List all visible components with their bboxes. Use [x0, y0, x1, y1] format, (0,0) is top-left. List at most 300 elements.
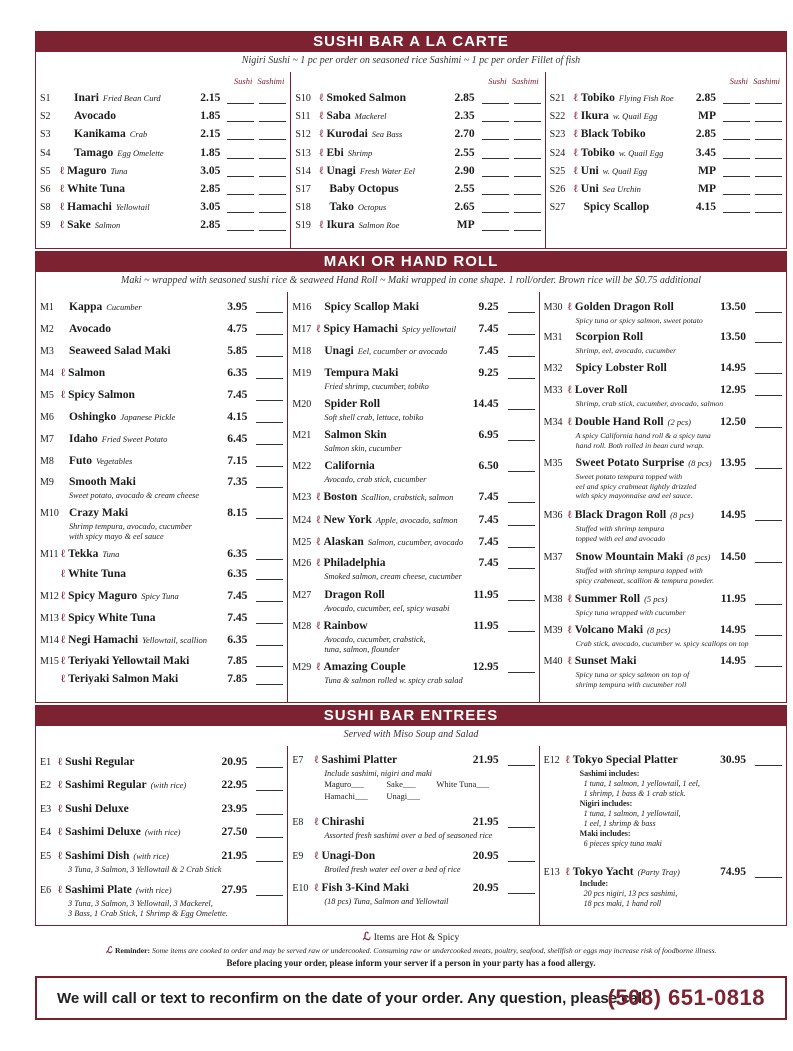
order-blank[interactable]: [755, 149, 782, 159]
item-price: 2.85: [454, 92, 475, 104]
order-blank[interactable]: [256, 435, 283, 445]
menu-item[interactable]: [36, 219, 290, 237]
item-code: M28: [292, 621, 312, 632]
pepper-icon: ℓ: [567, 593, 572, 605]
pepper-icon: ℓ: [58, 779, 63, 791]
order-blank[interactable]: [514, 167, 541, 177]
menu-item[interactable]: [540, 866, 786, 884]
order-blank[interactable]: [482, 94, 509, 104]
order-blank[interactable]: [508, 369, 535, 379]
menu-item[interactable]: [291, 92, 544, 110]
order-blank[interactable]: [259, 167, 286, 177]
pepper-icon: ℓ: [316, 536, 321, 548]
menu-item[interactable]: [36, 301, 287, 319]
item-description: Shrimp, eel, avocado, cucumber: [575, 346, 677, 355]
order-blank[interactable]: [508, 852, 535, 862]
order-blank[interactable]: [256, 886, 283, 896]
item-price: MP: [456, 219, 475, 232]
order-blank[interactable]: [259, 94, 286, 104]
order-blank[interactable]: [514, 112, 541, 122]
item-code: S17: [295, 184, 311, 195]
item-code: E3: [40, 804, 52, 815]
order-blank[interactable]: [256, 509, 283, 519]
menu-item[interactable]: [288, 589, 538, 613]
menu-item[interactable]: [540, 754, 786, 772]
menu-item[interactable]: [36, 826, 287, 844]
order-blank[interactable]: [508, 325, 535, 335]
item-price: 14.95: [720, 362, 746, 374]
a-la-carte-column: [290, 72, 544, 248]
menu-item[interactable]: [288, 514, 538, 532]
menu-item[interactable]: [36, 128, 290, 146]
item-code: S11: [295, 111, 311, 123]
order-blank[interactable]: [259, 221, 286, 231]
item-price: 30.95: [720, 754, 746, 766]
order-blank[interactable]: [482, 130, 509, 140]
item-name: [319, 92, 406, 104]
item-name-text: Tokyo Yacht: [572, 866, 634, 878]
menu-item[interactable]: [36, 411, 287, 429]
item-price: MP: [698, 164, 716, 177]
item-name-text: Avocado: [69, 323, 111, 335]
order-blank[interactable]: [482, 112, 509, 122]
order-blank[interactable]: [227, 167, 254, 177]
maki-columns: [36, 292, 786, 702]
order-blank[interactable]: [259, 185, 286, 195]
item-price: 14.95: [720, 624, 746, 636]
order-blank[interactable]: [256, 805, 283, 815]
item-name: [60, 219, 120, 231]
item-price: 7.15: [227, 455, 248, 467]
order-blank[interactable]: [755, 756, 782, 766]
menu-item[interactable]: [288, 557, 538, 581]
order-blank[interactable]: [256, 457, 283, 467]
menu-item[interactable]: [36, 345, 287, 363]
order-blank[interactable]: [256, 636, 283, 646]
phone-number[interactable]: (508) 651-0818: [607, 985, 765, 1010]
order-blank[interactable]: [723, 94, 750, 104]
order-blank[interactable]: [508, 347, 535, 357]
item-name-text: White Tuna: [67, 183, 125, 195]
item-name: [574, 147, 664, 159]
menu-item[interactable]: [291, 110, 544, 128]
order-blank[interactable]: [256, 550, 283, 560]
menu-item[interactable]: [36, 433, 287, 451]
item-code: E6: [40, 885, 52, 896]
menu-item[interactable]: [546, 147, 786, 165]
item-name: [568, 655, 637, 667]
item-name-text: Tobiko: [580, 92, 615, 104]
order-blank[interactable]: [227, 185, 254, 195]
order-blank[interactable]: [482, 221, 509, 231]
item-description: 3 Tuna, 3 Salmon, 3 Yellowtail & 2 Crab Stick: [68, 865, 222, 874]
platter-choice[interactable]: Sake___: [386, 779, 416, 789]
item-name-text: Summer Roll: [574, 593, 641, 605]
menu-item[interactable]: [36, 634, 287, 652]
platter-choice[interactable]: Maguro___: [324, 779, 364, 789]
call-box: [35, 976, 787, 1020]
item-code: S22: [549, 111, 566, 123]
menu-item[interactable]: [36, 92, 290, 110]
menu-item[interactable]: [288, 491, 538, 509]
item-name: [568, 384, 628, 396]
item-name-text: Sashimi Platter: [321, 754, 398, 766]
menu-item[interactable]: [546, 110, 786, 128]
item-code: M36: [543, 510, 563, 521]
menu-item[interactable]: [540, 593, 786, 617]
item-name-text: Fish 3-Kind Maki: [321, 882, 410, 894]
item-name: [319, 147, 372, 159]
order-blank[interactable]: [755, 130, 782, 140]
order-blank[interactable]: [514, 185, 541, 195]
menu-item[interactable]: [288, 398, 538, 422]
item-name: [69, 507, 128, 519]
item-price: 13.50: [720, 301, 746, 313]
item-name-text: Negi Hamachi: [68, 634, 139, 646]
item-code: S12: [295, 129, 311, 141]
item-price: 11.95: [720, 593, 746, 605]
menu-item[interactable]: [288, 536, 538, 554]
order-blank[interactable]: [256, 413, 283, 423]
platter-choice[interactable]: Unagi___: [386, 791, 420, 801]
menu-item[interactable]: [36, 183, 290, 201]
menu-item[interactable]: [540, 416, 786, 450]
order-blank[interactable]: [256, 391, 283, 401]
order-blank[interactable]: [256, 828, 283, 838]
menu-item[interactable]: [36, 655, 287, 673]
pepper-icon: ℓ: [60, 164, 65, 177]
order-blank[interactable]: [755, 595, 782, 605]
order-blank[interactable]: [508, 493, 535, 503]
menu-item[interactable]: [291, 201, 544, 219]
order-blank[interactable]: [482, 149, 509, 159]
order-blank[interactable]: [755, 459, 782, 469]
menu-item[interactable]: [36, 548, 287, 566]
order-blank[interactable]: [755, 303, 782, 313]
order-blank[interactable]: [508, 431, 535, 441]
item-name-text: Ebi: [326, 146, 344, 159]
item-price: 12.95: [720, 384, 746, 396]
sashimi-col-label: Sashimi: [753, 76, 780, 86]
menu-item[interactable]: [36, 476, 287, 500]
order-blank[interactable]: [256, 592, 283, 602]
item-desc: Sea Urchin: [602, 184, 641, 194]
order-blank[interactable]: [755, 364, 782, 374]
order-blank[interactable]: [256, 657, 283, 667]
order-blank[interactable]: [256, 852, 283, 862]
maki-column: [287, 292, 538, 702]
maki-column: [539, 292, 786, 702]
menu-item[interactable]: [540, 362, 786, 380]
order-blank[interactable]: [755, 167, 782, 177]
order-blank[interactable]: [508, 559, 535, 569]
item-name-text: Alaskan: [323, 536, 364, 548]
platter-choice[interactable]: Hamachi___: [324, 791, 368, 801]
order-blank[interactable]: [508, 591, 535, 601]
menu-item[interactable]: [540, 551, 786, 585]
menu-item[interactable]: [36, 803, 287, 821]
item-code: M29: [292, 662, 312, 673]
order-blank[interactable]: [508, 818, 535, 828]
item-name: [58, 850, 169, 862]
entrees-column: [539, 746, 786, 925]
menu-item[interactable]: [288, 816, 538, 840]
item-name: [69, 455, 132, 467]
order-blank[interactable]: [755, 511, 782, 521]
item-desc: (with rice): [135, 885, 172, 895]
item-description: Sweet potato tempura topped with: [575, 472, 683, 481]
menu-item[interactable]: [540, 624, 786, 648]
order-blank[interactable]: [227, 221, 254, 231]
menu-item[interactable]: [546, 165, 786, 183]
order-blank[interactable]: [514, 203, 541, 213]
order-blank[interactable]: [256, 325, 283, 335]
menu-item[interactable]: [288, 429, 538, 453]
menu-item[interactable]: [288, 345, 538, 363]
order-blank[interactable]: [514, 130, 541, 140]
order-blank[interactable]: [508, 756, 535, 766]
order-blank[interactable]: [227, 203, 254, 213]
item-desc: Shrimp: [347, 147, 373, 158]
menu-item[interactable]: [540, 384, 786, 408]
menu-item[interactable]: [288, 661, 538, 685]
item-name-text: Inari: [74, 92, 99, 104]
item-name: [319, 128, 402, 140]
item-name: [61, 634, 207, 646]
menu-item[interactable]: [291, 183, 544, 201]
menu-item[interactable]: [288, 301, 538, 319]
menu-item[interactable]: [291, 147, 544, 165]
reminder-text: Some items are cooked to order and may be served raw or undercooked. Consuming raw or undercooked meats, poultry, seafood, shellfish or eggs may increase risk of foodborne illness.: [151, 946, 717, 955]
item-name: [61, 389, 135, 401]
item-code: M21: [292, 430, 312, 441]
item-code: S21: [549, 93, 566, 104]
includes-line: 1 tuna, 1 salmon, 1 yellowtail,: [583, 809, 681, 818]
order-blank[interactable]: [259, 149, 286, 159]
item-price: 1.85: [200, 146, 221, 159]
order-blank[interactable]: [723, 185, 750, 195]
order-blank[interactable]: [256, 303, 283, 313]
item-price: 74.95: [720, 866, 746, 878]
menu-item[interactable]: [291, 165, 544, 183]
order-blank[interactable]: [755, 868, 782, 878]
order-blank[interactable]: [508, 884, 535, 894]
sushi-sashimi-header: [546, 76, 786, 86]
order-blank[interactable]: [514, 149, 541, 159]
item-code: M3: [40, 346, 54, 357]
item-price: 20.95: [472, 882, 499, 894]
item-name-text: Spicy Scallop Maki: [324, 301, 419, 313]
order-blank[interactable]: [755, 418, 782, 428]
order-blank[interactable]: [723, 149, 750, 159]
order-blank[interactable]: [256, 614, 283, 624]
item-code: S10: [295, 93, 311, 104]
menu-item[interactable]: [540, 655, 786, 689]
menu-item[interactable]: [288, 850, 538, 874]
order-blank[interactable]: [259, 130, 286, 140]
order-blank[interactable]: [755, 626, 782, 636]
item-code: M6: [40, 412, 54, 423]
item-name: [61, 673, 178, 685]
order-blank[interactable]: [514, 221, 541, 231]
menu-item[interactable]: [36, 110, 290, 128]
item-price: 13.95: [720, 457, 746, 469]
item-name: [74, 128, 147, 140]
menu-item[interactable]: [540, 509, 786, 543]
reminder-note: [35, 945, 787, 956]
menu-item[interactable]: [540, 331, 786, 355]
item-price: 2.90: [454, 164, 475, 177]
order-blank[interactable]: [508, 303, 535, 313]
order-blank[interactable]: [256, 570, 283, 580]
menu-item[interactable]: [291, 128, 544, 146]
order-blank[interactable]: [723, 203, 750, 213]
item-name: [69, 345, 171, 357]
menu-item[interactable]: [288, 882, 538, 906]
menu-item[interactable]: [36, 367, 287, 385]
pepper-icon: ℓ: [58, 756, 63, 768]
menu-item[interactable]: [36, 201, 290, 219]
order-blank[interactable]: [755, 657, 782, 667]
item-name-text: Scorpion Roll: [575, 331, 644, 343]
order-blank[interactable]: [256, 369, 283, 379]
item-code: M12: [40, 591, 59, 602]
item-name: [74, 110, 116, 122]
order-blank[interactable]: [227, 130, 254, 140]
pepper-icon: ℓ: [314, 754, 319, 766]
item-code: M38: [543, 594, 563, 605]
menu-item[interactable]: [36, 147, 290, 165]
menu-item[interactable]: [546, 92, 786, 110]
includes-line: 1 tuna, 1 salmon, 1 yellowtail, 1 eel,: [583, 779, 700, 788]
item-description: eel and spicy crabmeat lightly drizzled: [575, 481, 697, 491]
item-name-text: Philadelphia: [323, 557, 386, 569]
order-blank[interactable]: [755, 112, 782, 122]
item-price: 3.05: [200, 164, 221, 177]
menu-item[interactable]: [36, 850, 287, 874]
item-name: [574, 183, 641, 195]
order-blank[interactable]: [755, 94, 782, 104]
menu-item[interactable]: [36, 590, 287, 608]
item-name: [69, 433, 167, 445]
order-blank[interactable]: [256, 758, 283, 768]
pepper-icon: ℓ: [567, 624, 572, 636]
item-name: [314, 754, 397, 766]
menu-item[interactable]: [36, 673, 287, 691]
item-name-text: Double Hand Roll: [574, 416, 664, 428]
order-blank[interactable]: [227, 149, 254, 159]
menu-item[interactable]: [36, 884, 287, 918]
item-name: [574, 110, 658, 122]
menu-item[interactable]: [36, 165, 290, 183]
menu-item[interactable]: [36, 389, 287, 407]
item-description: Broiled fresh water eel over a bed of rice: [324, 865, 461, 874]
order-blank[interactable]: [755, 553, 782, 563]
item-description: with spicy mayo & eel sauce: [69, 531, 164, 541]
order-blank[interactable]: [755, 333, 782, 343]
menu-item[interactable]: [546, 128, 786, 146]
menu-item[interactable]: [288, 460, 538, 484]
order-blank[interactable]: [755, 203, 782, 213]
order-blank[interactable]: [259, 203, 286, 213]
menu-item[interactable]: [36, 612, 287, 630]
order-blank[interactable]: [482, 167, 509, 177]
item-name: [61, 367, 105, 379]
item-price: 2.35: [454, 110, 475, 123]
menu-item[interactable]: [36, 507, 287, 541]
menu-item[interactable]: [546, 201, 786, 219]
order-blank[interactable]: [259, 112, 286, 122]
order-blank[interactable]: [227, 94, 254, 104]
order-blank[interactable]: [755, 185, 782, 195]
includes-label: Sashimi includes:: [579, 769, 640, 778]
sushi-col-label: Sushi: [233, 76, 253, 86]
order-blank[interactable]: [755, 386, 782, 396]
menu-item[interactable]: [288, 367, 538, 391]
order-blank[interactable]: [256, 675, 283, 685]
menu-item[interactable]: [288, 323, 538, 341]
item-price: 20.95: [221, 756, 248, 768]
item-name: [61, 548, 119, 560]
item-name-text: White Tuna: [68, 568, 126, 580]
menu-item[interactable]: [36, 568, 287, 586]
order-blank[interactable]: [227, 112, 254, 122]
item-code: E2: [40, 780, 52, 791]
pepper-icon: ℓ: [319, 219, 324, 232]
item-name: [316, 323, 456, 335]
order-blank[interactable]: [482, 185, 509, 195]
order-blank[interactable]: [514, 94, 541, 104]
item-description: Smoked salmon, cream cheese, cucumber: [324, 572, 462, 581]
menu-item[interactable]: [540, 457, 786, 500]
order-blank[interactable]: [723, 167, 750, 177]
order-blank[interactable]: [482, 203, 509, 213]
platter-choice[interactable]: White Tuna___: [436, 779, 489, 789]
includes-label: Maki includes:: [579, 829, 631, 838]
order-blank[interactable]: [256, 347, 283, 357]
menu-item[interactable]: [36, 455, 287, 473]
menu-item[interactable]: [291, 219, 544, 237]
pepper-icon: ℒ: [362, 931, 371, 943]
order-blank[interactable]: [508, 516, 535, 526]
order-blank[interactable]: [508, 400, 535, 410]
item-code: M35: [543, 458, 563, 469]
item-price: 12.50: [720, 416, 746, 428]
menu-item[interactable]: [36, 756, 287, 774]
pepper-icon: ℓ: [319, 110, 324, 123]
order-blank[interactable]: [256, 781, 283, 791]
item-name-text: Teriyaki Salmon Maki: [68, 673, 179, 685]
order-blank[interactable]: [256, 478, 283, 488]
menu-item[interactable]: [288, 754, 538, 778]
order-blank[interactable]: [508, 622, 535, 632]
menu-item[interactable]: [36, 779, 287, 797]
order-blank[interactable]: [723, 112, 750, 122]
menu-item[interactable]: [36, 323, 287, 341]
item-price: 3.05: [200, 201, 221, 214]
pepper-icon: ℓ: [58, 884, 63, 896]
menu-item[interactable]: [540, 301, 786, 325]
item-code: M10: [40, 508, 59, 519]
order-blank[interactable]: [508, 538, 535, 548]
menu-item[interactable]: [288, 620, 538, 654]
pepper-icon: ℓ: [319, 146, 324, 159]
order-blank[interactable]: [508, 663, 535, 673]
order-blank[interactable]: [723, 130, 750, 140]
item-code: S5: [40, 165, 51, 177]
menu-item[interactable]: [546, 183, 786, 201]
order-blank[interactable]: [508, 462, 535, 472]
